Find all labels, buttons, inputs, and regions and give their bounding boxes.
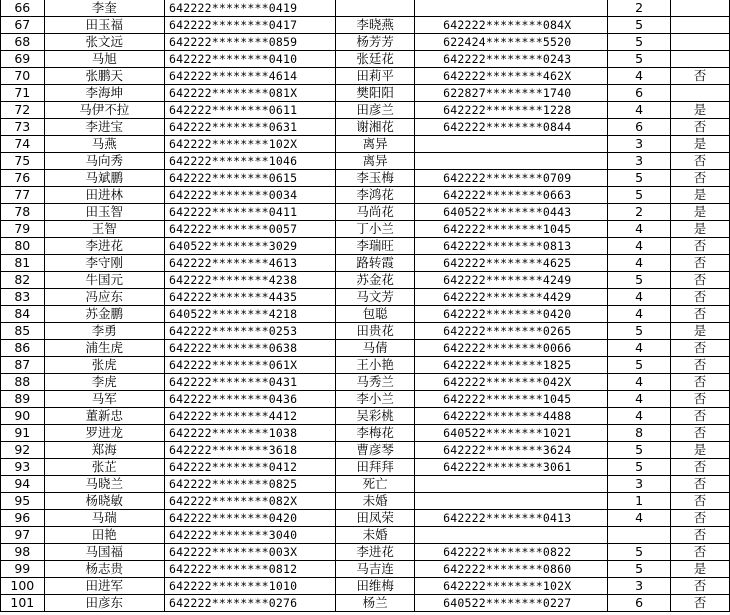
row-number-cell: 101 <box>1 595 45 612</box>
flag-cell <box>671 34 730 51</box>
spouse-name-cell: 田凤荣 <box>336 510 415 527</box>
row-number-cell: 69 <box>1 51 45 68</box>
spouse-id-cell <box>415 476 608 493</box>
row-number-cell: 85 <box>1 323 45 340</box>
row-number-cell: 74 <box>1 136 45 153</box>
household-count-cell: 4 <box>608 289 671 306</box>
id-number-cell: 642222********0638 <box>164 340 335 357</box>
spouse-id-cell: 642222********0413 <box>415 510 608 527</box>
row-number-cell: 71 <box>1 85 45 102</box>
household-count-cell: 2 <box>608 204 671 221</box>
table-row <box>1 85 730 102</box>
id-number-cell: 642222********0411 <box>164 204 335 221</box>
spouse-name-cell: 田拜拜 <box>336 459 415 476</box>
row-number-cell: 97 <box>1 527 45 544</box>
flag-cell: 否 <box>671 306 730 323</box>
flag-cell: 否 <box>671 170 730 187</box>
name-cell: 田艳 <box>44 527 164 544</box>
id-number-cell: 640522********3029 <box>164 238 335 255</box>
flag-cell: 否 <box>671 289 730 306</box>
name-cell: 马旭 <box>44 51 164 68</box>
spouse-name-cell: 李晓燕 <box>336 17 415 34</box>
spouse-name-cell: 未婚 <box>336 493 415 510</box>
name-cell: 杨志贵 <box>44 561 164 578</box>
name-cell: 田进林 <box>44 187 164 204</box>
table-row <box>1 272 730 289</box>
id-number-cell: 642222********0057 <box>164 221 335 238</box>
row-number-cell: 80 <box>1 238 45 255</box>
table-row <box>1 289 730 306</box>
spouse-name-cell: 杨芳芳 <box>336 34 415 51</box>
name-cell: 马晓兰 <box>44 476 164 493</box>
table-row <box>1 442 730 459</box>
flag-cell: 否 <box>671 374 730 391</box>
name-cell: 郑海 <box>44 442 164 459</box>
name-cell: 马斌鹏 <box>44 170 164 187</box>
flag-cell: 否 <box>671 68 730 85</box>
household-count-cell: 5 <box>608 561 671 578</box>
name-cell: 浦生虎 <box>44 340 164 357</box>
name-cell: 田彦东 <box>44 595 164 612</box>
spouse-name-cell: 田贵花 <box>336 323 415 340</box>
id-number-cell: 642222********1010 <box>164 578 335 595</box>
flag-cell: 否 <box>671 425 730 442</box>
spouse-id-cell: 642222********0420 <box>415 306 608 323</box>
table-row <box>1 0 730 17</box>
flag-cell: 是 <box>671 221 730 238</box>
id-number-cell: 642222********1046 <box>164 153 335 170</box>
row-number-cell: 82 <box>1 272 45 289</box>
table-row <box>1 170 730 187</box>
flag-cell: 否 <box>671 578 730 595</box>
id-number-cell: 642222********0419 <box>164 0 335 17</box>
id-number-cell: 642222********0420 <box>164 510 335 527</box>
spouse-id-cell: 642222********3624 <box>415 442 608 459</box>
table-row <box>1 51 730 68</box>
table-row <box>1 119 730 136</box>
name-cell: 李勇 <box>44 323 164 340</box>
name-cell: 马燕 <box>44 136 164 153</box>
table-row <box>1 561 730 578</box>
spouse-id-cell: 642222********4429 <box>415 289 608 306</box>
household-count-cell: 4 <box>608 391 671 408</box>
spouse-id-cell: 642222********462X <box>415 68 608 85</box>
row-number-cell: 70 <box>1 68 45 85</box>
name-cell: 马瑞 <box>44 510 164 527</box>
table-row <box>1 374 730 391</box>
row-number-cell: 99 <box>1 561 45 578</box>
spouse-id-cell: 640522********1021 <box>415 425 608 442</box>
spouse-name-cell: 路转霞 <box>336 255 415 272</box>
household-count-cell: 5 <box>608 17 671 34</box>
spouse-name-cell: 丁小兰 <box>336 221 415 238</box>
spouse-id-cell: 622827********1740 <box>415 85 608 102</box>
row-number-cell: 91 <box>1 425 45 442</box>
household-count-cell: 3 <box>608 578 671 595</box>
id-number-cell: 642222********0431 <box>164 374 335 391</box>
household-count-cell: 4 <box>608 374 671 391</box>
name-cell: 李海坤 <box>44 85 164 102</box>
name-cell: 马军 <box>44 391 164 408</box>
household-count-cell: 3 <box>608 153 671 170</box>
name-cell: 李守刚 <box>44 255 164 272</box>
spouse-id-cell: 642222********0860 <box>415 561 608 578</box>
row-number-cell: 90 <box>1 408 45 425</box>
row-number-cell: 67 <box>1 17 45 34</box>
table-row <box>1 408 730 425</box>
table-row <box>1 527 730 544</box>
table-row <box>1 17 730 34</box>
id-number-cell: 642222********1038 <box>164 425 335 442</box>
id-number-cell: 642222********4613 <box>164 255 335 272</box>
household-count-cell: 6 <box>608 595 671 612</box>
spouse-name-cell: 田彦兰 <box>336 102 415 119</box>
spouse-name-cell: 吴彩桃 <box>336 408 415 425</box>
id-number-cell: 642222********0253 <box>164 323 335 340</box>
household-count-cell: 4 <box>608 221 671 238</box>
spouse-id-cell: 642222********102X <box>415 578 608 595</box>
row-number-cell: 95 <box>1 493 45 510</box>
id-number-cell: 642222********0410 <box>164 51 335 68</box>
flag-cell: 是 <box>671 204 730 221</box>
spouse-name-cell: 马吉连 <box>336 561 415 578</box>
spouse-id-cell <box>415 527 608 544</box>
table-row <box>1 578 730 595</box>
table-row <box>1 323 730 340</box>
row-number-cell: 83 <box>1 289 45 306</box>
flag-cell <box>671 85 730 102</box>
name-cell: 李虎 <box>44 374 164 391</box>
table-row <box>1 493 730 510</box>
row-number-cell: 68 <box>1 34 45 51</box>
name-cell: 马伊不拉 <box>44 102 164 119</box>
household-count-cell: 4 <box>608 68 671 85</box>
household-count-cell: 2 <box>608 0 671 17</box>
spouse-id-cell: 642222********4625 <box>415 255 608 272</box>
spouse-name-cell: 田维梅 <box>336 578 415 595</box>
flag-cell: 是 <box>671 561 730 578</box>
id-number-cell: 642222********3618 <box>164 442 335 459</box>
spouse-id-cell: 642222********1228 <box>415 102 608 119</box>
spouse-name-cell: 李瑞旺 <box>336 238 415 255</box>
household-count-cell: 4 <box>608 340 671 357</box>
name-cell: 马向秀 <box>44 153 164 170</box>
spouse-id-cell: 642222********4249 <box>415 272 608 289</box>
id-number-cell: 642222********4412 <box>164 408 335 425</box>
spouse-id-cell: 642222********0066 <box>415 340 608 357</box>
row-number-cell: 94 <box>1 476 45 493</box>
flag-cell: 否 <box>671 408 730 425</box>
name-cell: 张虎 <box>44 357 164 374</box>
spouse-id-cell: 642222********042X <box>415 374 608 391</box>
spouse-name-cell: 苏金花 <box>336 272 415 289</box>
id-number-cell: 642222********102X <box>164 136 335 153</box>
name-cell: 杨晓敏 <box>44 493 164 510</box>
spouse-id-cell <box>415 0 608 17</box>
spouse-name-cell: 离异 <box>336 153 415 170</box>
household-count-cell: 6 <box>608 85 671 102</box>
flag-cell: 是 <box>671 323 730 340</box>
table-body <box>1 0 730 612</box>
table-row <box>1 68 730 85</box>
id-number-cell: 642222********061X <box>164 357 335 374</box>
id-number-cell: 642222********0631 <box>164 119 335 136</box>
spouse-id-cell: 642222********0663 <box>415 187 608 204</box>
flag-cell: 否 <box>671 476 730 493</box>
name-cell: 李进宝 <box>44 119 164 136</box>
name-cell: 马国福 <box>44 544 164 561</box>
row-number-cell: 86 <box>1 340 45 357</box>
household-count-cell: 4 <box>608 238 671 255</box>
row-number-cell: 88 <box>1 374 45 391</box>
row-number-cell: 76 <box>1 170 45 187</box>
flag-cell: 否 <box>671 595 730 612</box>
household-count-cell: 4 <box>608 255 671 272</box>
household-count-cell: 5 <box>608 357 671 374</box>
id-number-cell: 642222********4238 <box>164 272 335 289</box>
row-number-cell: 84 <box>1 306 45 323</box>
spouse-name-cell: 马秀兰 <box>336 374 415 391</box>
row-number-cell: 96 <box>1 510 45 527</box>
flag-cell: 否 <box>671 493 730 510</box>
table-row <box>1 153 730 170</box>
flag-cell: 否 <box>671 459 730 476</box>
row-number-cell: 72 <box>1 102 45 119</box>
table-row <box>1 544 730 561</box>
household-count-cell: 8 <box>608 425 671 442</box>
flag-cell: 否 <box>671 357 730 374</box>
household-count-cell: 5 <box>608 442 671 459</box>
spouse-name-cell: 田莉平 <box>336 68 415 85</box>
spouse-name-cell: 马倩 <box>336 340 415 357</box>
name-cell: 王智 <box>44 221 164 238</box>
flag-cell: 否 <box>671 544 730 561</box>
table-row <box>1 102 730 119</box>
name-cell: 张鹏天 <box>44 68 164 85</box>
spouse-id-cell: 642222********1045 <box>415 221 608 238</box>
name-cell: 冯应东 <box>44 289 164 306</box>
household-count-cell: 3 <box>608 476 671 493</box>
spouse-id-cell: 642222********084X <box>415 17 608 34</box>
spouse-name-cell: 死亡 <box>336 476 415 493</box>
spouse-name-cell: 杨兰 <box>336 595 415 612</box>
household-count-cell: 5 <box>608 170 671 187</box>
id-number-cell: 642222********3040 <box>164 527 335 544</box>
flag-cell: 是 <box>671 187 730 204</box>
table-row <box>1 255 730 272</box>
table-row <box>1 391 730 408</box>
household-count-cell: 5 <box>608 272 671 289</box>
row-number-cell: 100 <box>1 578 45 595</box>
row-number-cell: 66 <box>1 0 45 17</box>
id-number-cell: 642222********0859 <box>164 34 335 51</box>
spouse-id-cell: 642222********4488 <box>415 408 608 425</box>
household-count-cell: 4 <box>608 102 671 119</box>
household-count-cell: 4 <box>608 306 671 323</box>
table-row <box>1 187 730 204</box>
id-number-cell: 642222********0034 <box>164 187 335 204</box>
table-row <box>1 204 730 221</box>
spouse-name-cell: 曹彦琴 <box>336 442 415 459</box>
household-count-cell: 5 <box>608 459 671 476</box>
id-number-cell: 642222********0825 <box>164 476 335 493</box>
flag-cell <box>671 17 730 34</box>
household-count-cell: 5 <box>608 187 671 204</box>
spouse-name-cell: 马尚花 <box>336 204 415 221</box>
spouse-name-cell: 谢湘花 <box>336 119 415 136</box>
table-row <box>1 476 730 493</box>
flag-cell: 否 <box>671 527 730 544</box>
flag-cell: 否 <box>671 255 730 272</box>
spouse-name-cell: 马文芳 <box>336 289 415 306</box>
flag-cell: 否 <box>671 119 730 136</box>
table-row <box>1 306 730 323</box>
spouse-name-cell: 李玉梅 <box>336 170 415 187</box>
spouse-name-cell: 王小艳 <box>336 357 415 374</box>
flag-cell: 否 <box>671 340 730 357</box>
row-number-cell: 78 <box>1 204 45 221</box>
spouse-id-cell: 642222********1825 <box>415 357 608 374</box>
id-number-cell: 642222********0412 <box>164 459 335 476</box>
id-number-cell: 642222********0436 <box>164 391 335 408</box>
spouse-id-cell <box>415 136 608 153</box>
flag-cell: 是 <box>671 136 730 153</box>
id-number-cell: 642222********0417 <box>164 17 335 34</box>
spouse-name-cell: 包聪 <box>336 306 415 323</box>
flag-cell: 否 <box>671 391 730 408</box>
flag-cell: 否 <box>671 272 730 289</box>
row-number-cell: 77 <box>1 187 45 204</box>
flag-cell: 否 <box>671 238 730 255</box>
spouse-id-cell: 642222********0709 <box>415 170 608 187</box>
spouse-id-cell: 622424********5520 <box>415 34 608 51</box>
spouse-id-cell: 642222********1045 <box>415 391 608 408</box>
table-row <box>1 425 730 442</box>
spouse-name-cell: 李鸿花 <box>336 187 415 204</box>
spouse-name-cell: 李梅花 <box>336 425 415 442</box>
spouse-id-cell: 642222********0822 <box>415 544 608 561</box>
name-cell: 张芷 <box>44 459 164 476</box>
spouse-id-cell: 642222********0265 <box>415 323 608 340</box>
table-row <box>1 136 730 153</box>
household-count-cell: 5 <box>608 544 671 561</box>
household-count-cell: 4 <box>608 408 671 425</box>
spouse-id-cell: 642222********0243 <box>415 51 608 68</box>
flag-cell <box>671 0 730 17</box>
spouse-name-cell: 离异 <box>336 136 415 153</box>
row-number-cell: 93 <box>1 459 45 476</box>
row-number-cell: 73 <box>1 119 45 136</box>
id-number-cell: 642222********0611 <box>164 102 335 119</box>
spouse-id-cell: 642222********0844 <box>415 119 608 136</box>
spouse-name-cell: 李小兰 <box>336 391 415 408</box>
household-count-cell: 1 <box>608 493 671 510</box>
name-cell: 田玉智 <box>44 204 164 221</box>
row-number-cell: 81 <box>1 255 45 272</box>
row-number-cell: 79 <box>1 221 45 238</box>
row-number-cell: 87 <box>1 357 45 374</box>
id-number-cell: 642222********4435 <box>164 289 335 306</box>
name-cell: 李奎 <box>44 0 164 17</box>
name-cell: 张文远 <box>44 34 164 51</box>
flag-cell: 是 <box>671 102 730 119</box>
id-number-cell: 640522********4218 <box>164 306 335 323</box>
table-row <box>1 357 730 374</box>
id-number-cell: 642222********0812 <box>164 561 335 578</box>
spouse-name-cell: 李进花 <box>336 544 415 561</box>
flag-cell <box>671 51 730 68</box>
id-number-cell: 642222********4614 <box>164 68 335 85</box>
flag-cell: 否 <box>671 153 730 170</box>
household-count-cell: 4 <box>608 510 671 527</box>
id-number-cell: 642222********0276 <box>164 595 335 612</box>
name-cell: 牛国元 <box>44 272 164 289</box>
row-number-cell: 92 <box>1 442 45 459</box>
spouse-name-cell <box>336 0 415 17</box>
household-count-cell: 5 <box>608 34 671 51</box>
flag-cell: 是 <box>671 442 730 459</box>
spouse-id-cell: 642222********0813 <box>415 238 608 255</box>
spouse-name-cell: 张廷花 <box>336 51 415 68</box>
flag-cell: 否 <box>671 510 730 527</box>
name-cell: 田进军 <box>44 578 164 595</box>
household-count-cell: 5 <box>608 51 671 68</box>
household-count-cell: 6 <box>608 119 671 136</box>
spouse-name-cell: 未婚 <box>336 527 415 544</box>
spouse-id-cell: 640522********0227 <box>415 595 608 612</box>
spouse-name-cell: 樊阳阳 <box>336 85 415 102</box>
name-cell: 董新忠 <box>44 408 164 425</box>
spouse-id-cell <box>415 153 608 170</box>
household-count-cell: 5 <box>608 323 671 340</box>
id-number-cell: 642222********003X <box>164 544 335 561</box>
household-count-cell: 3 <box>608 136 671 153</box>
row-number-cell: 75 <box>1 153 45 170</box>
household-count-cell <box>608 527 671 544</box>
spouse-id-cell: 642222********3061 <box>415 459 608 476</box>
id-number-cell: 642222********0615 <box>164 170 335 187</box>
name-cell: 田玉福 <box>44 17 164 34</box>
table-row <box>1 510 730 527</box>
table-row <box>1 238 730 255</box>
id-number-cell: 642222********081X <box>164 85 335 102</box>
name-cell: 罗进龙 <box>44 425 164 442</box>
id-number-cell: 642222********082X <box>164 493 335 510</box>
row-number-cell: 89 <box>1 391 45 408</box>
row-number-cell: 98 <box>1 544 45 561</box>
name-cell: 苏金鹏 <box>44 306 164 323</box>
table-row <box>1 595 730 612</box>
table-row <box>1 221 730 238</box>
spouse-id-cell <box>415 493 608 510</box>
spouse-id-cell: 640522********0443 <box>415 204 608 221</box>
table-row <box>1 34 730 51</box>
name-cell: 李进花 <box>44 238 164 255</box>
table-row <box>1 459 730 476</box>
table-row <box>1 340 730 357</box>
